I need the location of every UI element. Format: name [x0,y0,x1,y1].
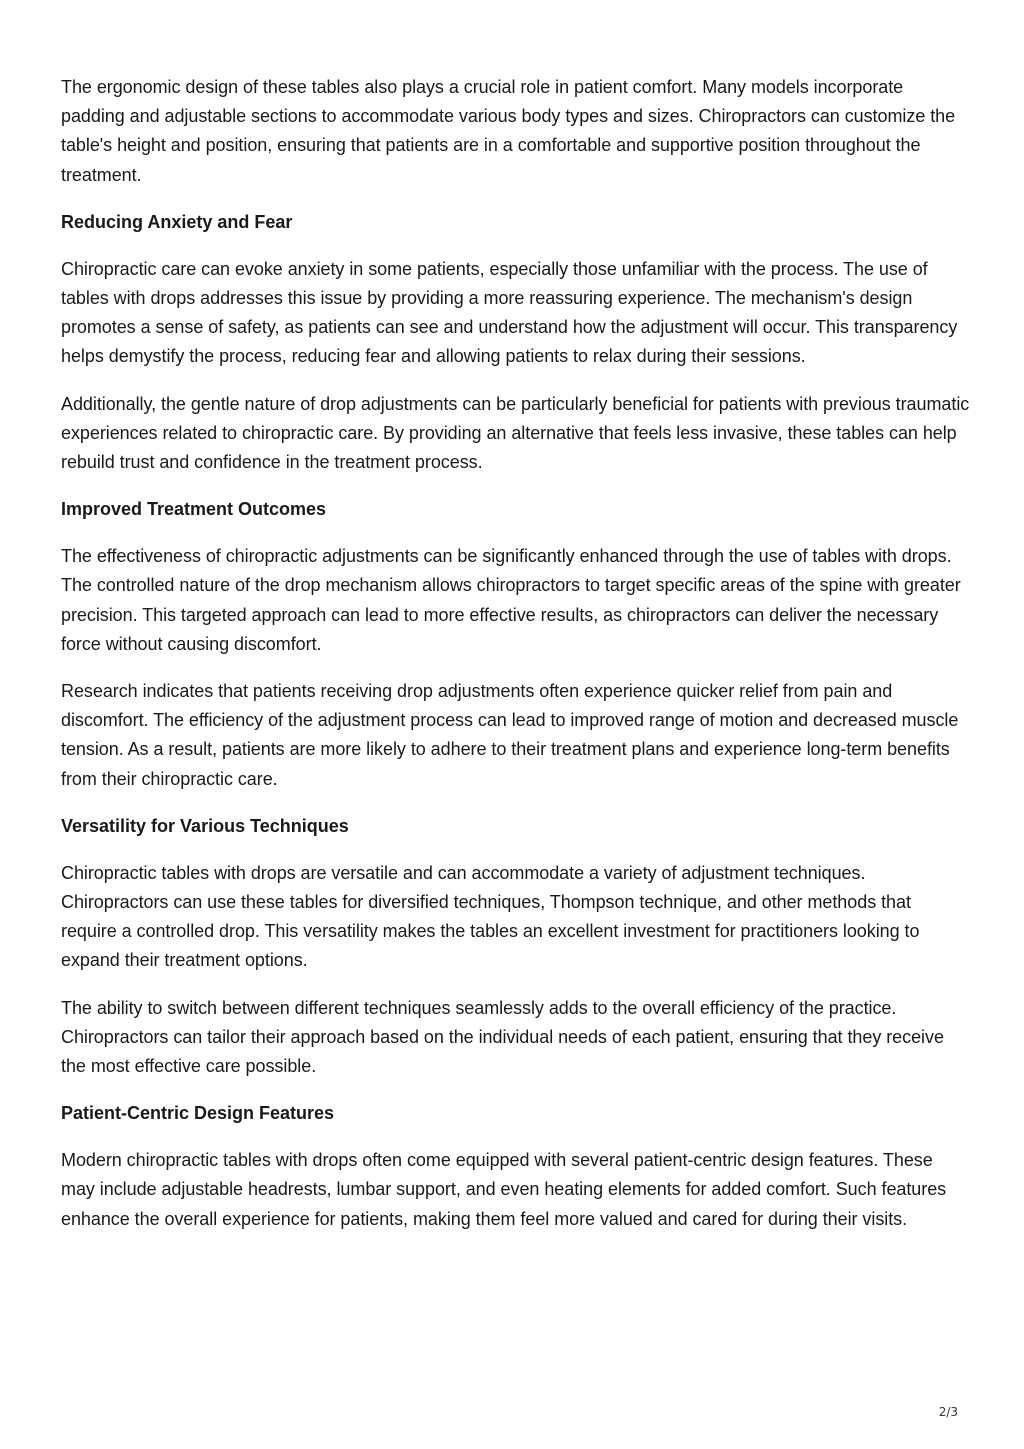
heading-patient-centric: Patient-Centric Design Features [61,1103,335,1124]
paragraph-versatility-1: Chiropractic tables with drops are versatile and can accommodate a variety of adjustment techniques. Chiropractors can use these tables for diversified techniques, Thompson technique, and other methods that require a controlled drop. This versatility makes the tables an excellent investment for practitioners looking to expand their treatment options. [61,862,920,971]
paragraph-ergonomic-design: The ergonomic design of these tables also plays a crucial role in patient comfort. Many models incorporate padding and adjustable sections to accommodate various body types and sizes. Chiropractors can customize the table's height and position, ensuring that patients are in a comfortable and supportive position throughout the treatment. [61,77,956,185]
paragraph-outcomes-2: Research indicates that patients receiving drop adjustments often experience quicker relief from pain and discomfort. The efficiency of the adjustment process can lead to improved range of motion and decreased muscle tension. As a result, patients are more likely to adhere to their treatment plans and experience long-term benefits from their chiropractic care. [61,681,959,789]
page-number: 2/3 [938,1405,958,1419]
paragraph-outcomes-1: The effectiveness of chiropractic adjustments can be significantly enhanced through the use of tables with drops. The controlled nature of the drop mechanism allows chiropractors to target specific areas of the spine with greater precision. This targeted approach can lead to more effective results, as chiropractors can deliver the necessary force without causing discomfort. [61,546,961,654]
heading-versatility: Versatility for Various Techniques [61,815,349,836]
paragraph-anxiety-1: Chiropractic care can evoke anxiety in some patients, especially those unfamiliar with the process. The use of tables with drops addresses this issue by providing a more reassuring experience. The mechanism's design promotes a sense of safety, as patients can see and understand how the adjustment will occur. This transparency helps demystify the process, reducing fear and allowing patients to relax during their sessions. [61,258,958,367]
paragraph-patient-centric: Modern chiropractic tables with drops often come equipped with several patient-centric design features. These may include adjustable headrests, lumbar support, and even heating elements for added comfort. Such features enhance the overall experience for patients, making them feel more valued and cared for during their visits. [61,1150,947,1229]
heading-improved-outcomes: Improved Treatment Outcomes [61,499,327,520]
paragraph-anxiety-2: Additionally, the gentle nature of drop adjustments can be particularly beneficial for patients with previous traumatic experiences related to chiropractic care. By providing an alternative that feels less invasive, these tables can help rebuild trust and confidence in the treatment process. [61,393,970,473]
heading-reducing-anxiety: Reducing Anxiety and Fear [61,211,293,232]
document-body [61,73,971,1252]
paragraph-versatility-2: The ability to switch between different techniques seamlessly adds to the overall efficiency of the practice. Chiropractors can tailor their approach based on the individual needs of each patient, ensuring that they receive the most effective care possible. [61,997,944,1077]
